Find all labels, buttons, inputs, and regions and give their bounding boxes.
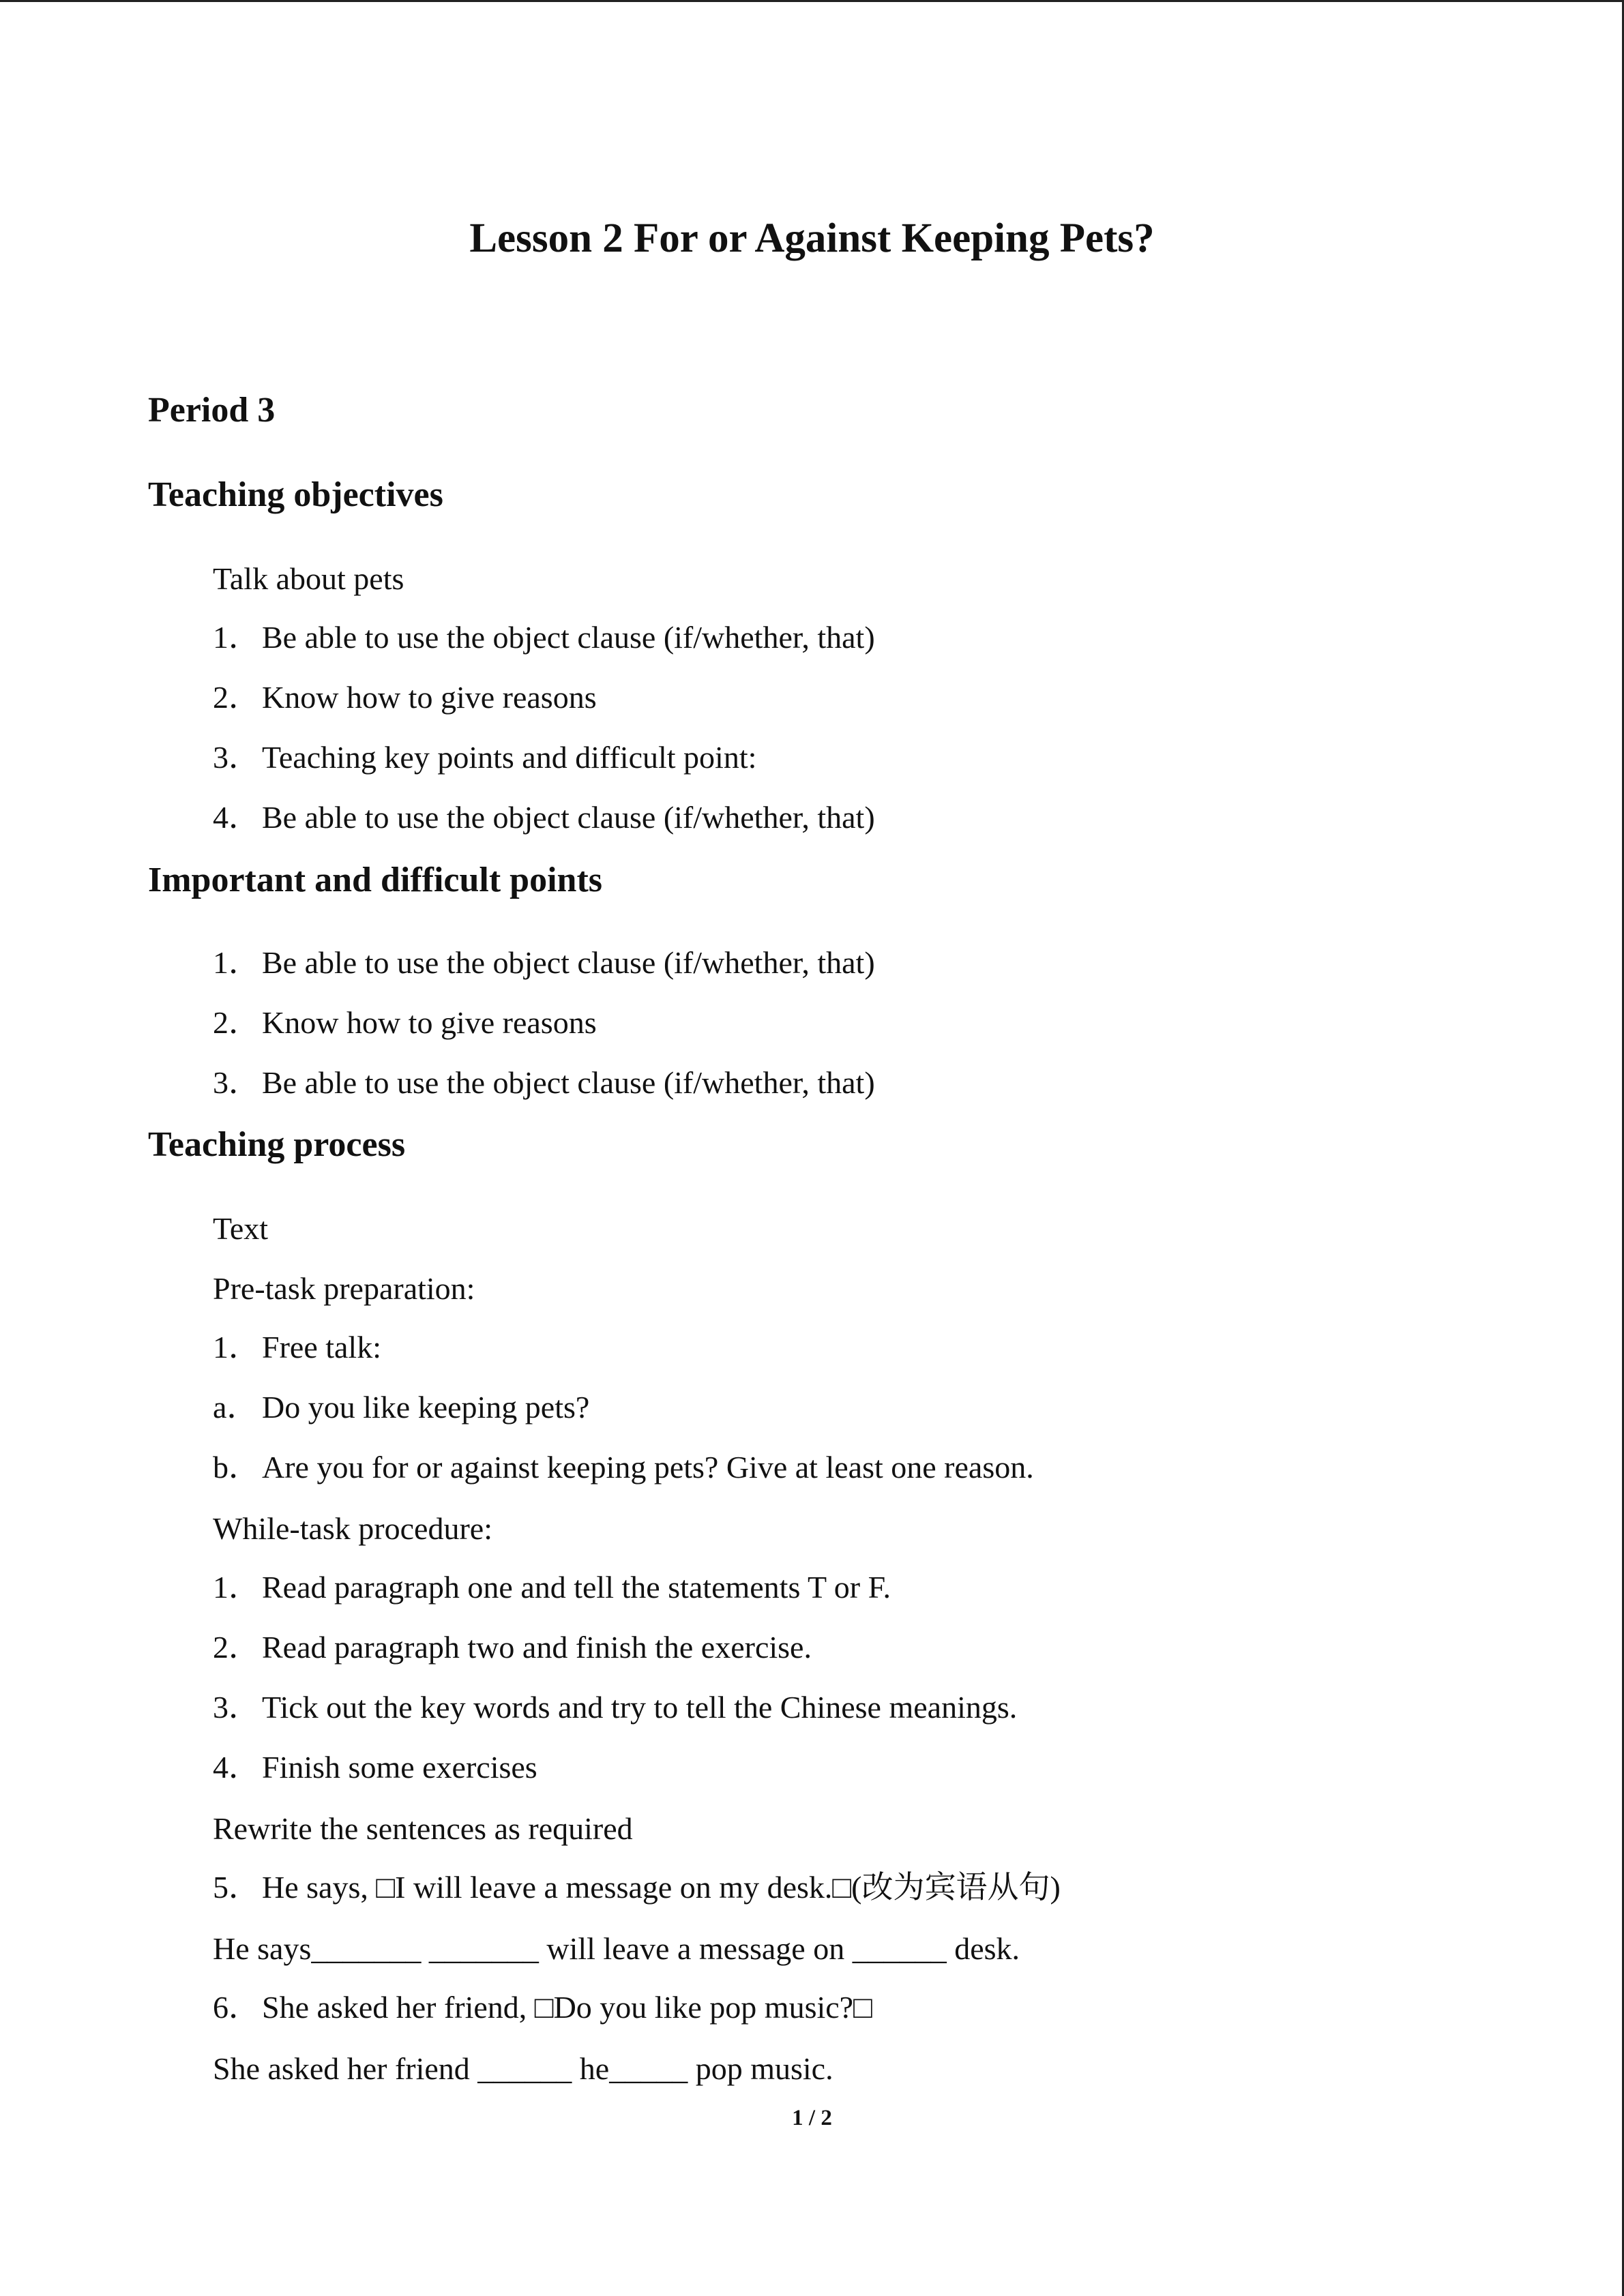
question-a bbox=[213, 1387, 589, 1428]
page-number: 1 / 2 bbox=[792, 2106, 832, 2130]
list-letter: b． bbox=[213, 1450, 260, 1485]
exercise-5-answer-line: He says_______ _______ will leave a message on ______ desk. bbox=[213, 1931, 1020, 1966]
list-text: Know how to give reasons bbox=[262, 1005, 597, 1040]
list-number: 3． bbox=[213, 740, 260, 775]
teaching-objectives-heading: Teaching objectives bbox=[148, 475, 443, 514]
objective-item bbox=[213, 737, 756, 778]
free-talk-item bbox=[213, 1327, 381, 1368]
while-task-step bbox=[213, 1627, 812, 1668]
list-letter: a． bbox=[213, 1390, 259, 1425]
teaching-process-heading: Teaching process bbox=[148, 1125, 406, 1164]
list-number: 1． bbox=[213, 1570, 260, 1605]
text-label: Text bbox=[213, 1211, 269, 1246]
list-number: 2． bbox=[213, 1630, 260, 1665]
list-number: 4． bbox=[213, 1750, 260, 1785]
list-text: Finish some exercises bbox=[262, 1750, 537, 1785]
list-text: Free talk: bbox=[262, 1330, 381, 1365]
exercise-6-answer-line: She asked her friend ______ he_____ pop music. bbox=[213, 2051, 833, 2086]
list-text: Be able to use the object clause (if/whether, that) bbox=[262, 620, 875, 655]
objectives-intro: Talk about pets bbox=[213, 561, 404, 596]
important-item bbox=[213, 942, 875, 983]
list-number: 1． bbox=[213, 620, 260, 655]
objective-item bbox=[213, 617, 875, 658]
list-number: 2． bbox=[213, 680, 260, 715]
objective-item bbox=[213, 677, 597, 718]
important-item bbox=[213, 1062, 875, 1103]
list-number: 1． bbox=[213, 1330, 260, 1365]
list-text: She asked her friend, □Do you like pop music?□ bbox=[262, 1990, 872, 2025]
period-heading: Period 3 bbox=[148, 391, 276, 430]
important-points-heading: Important and difficult points bbox=[148, 861, 602, 899]
list-number: 3． bbox=[213, 1065, 260, 1100]
list-text: Be able to use the object clause (if/whether, that) bbox=[262, 945, 875, 980]
question-b bbox=[213, 1447, 1034, 1488]
list-text: Read paragraph one and tell the statements T or F. bbox=[262, 1570, 891, 1605]
rewrite-label: Rewrite the sentences as required bbox=[213, 1811, 633, 1846]
list-text: Read paragraph two and finish the exercise. bbox=[262, 1630, 812, 1665]
list-text: Tick out the key words and try to tell the Chinese meanings. bbox=[262, 1690, 1018, 1725]
list-text: Be able to use the object clause (if/whether, that) bbox=[262, 1065, 875, 1100]
list-number: 2． bbox=[213, 1005, 260, 1040]
while-task-step bbox=[213, 1747, 537, 1788]
while-task-label: While-task procedure: bbox=[213, 1511, 492, 1546]
list-text: Know how to give reasons bbox=[262, 680, 597, 715]
objective-item bbox=[213, 797, 875, 838]
pre-task-label: Pre-task preparation: bbox=[213, 1271, 475, 1306]
list-number: 1． bbox=[213, 945, 260, 980]
while-task-step bbox=[213, 1687, 1017, 1728]
while-task-step bbox=[213, 1567, 891, 1608]
list-text: Do you like keeping pets? bbox=[262, 1390, 590, 1425]
list-text: Teaching key points and difficult point: bbox=[262, 740, 757, 775]
list-text: Are you for or against keeping pets? Give at least one reason. bbox=[262, 1450, 1034, 1485]
page-top-border bbox=[0, 0, 1624, 2]
list-text: Be able to use the object clause (if/whether, that) bbox=[262, 800, 875, 835]
exercise-5 bbox=[213, 1867, 1061, 1908]
important-item bbox=[213, 1002, 597, 1043]
list-number: 6． bbox=[213, 1990, 260, 2025]
list-text: He says, □I will leave a message on my desk.□(改为宾语从句) bbox=[262, 1870, 1061, 1905]
list-number: 3． bbox=[213, 1690, 260, 1725]
exercise-6 bbox=[213, 1987, 872, 2028]
list-number: 5． bbox=[213, 1870, 260, 1905]
list-number: 4． bbox=[213, 800, 260, 835]
document-title: Lesson 2 For or Against Keeping Pets? bbox=[469, 215, 1155, 261]
